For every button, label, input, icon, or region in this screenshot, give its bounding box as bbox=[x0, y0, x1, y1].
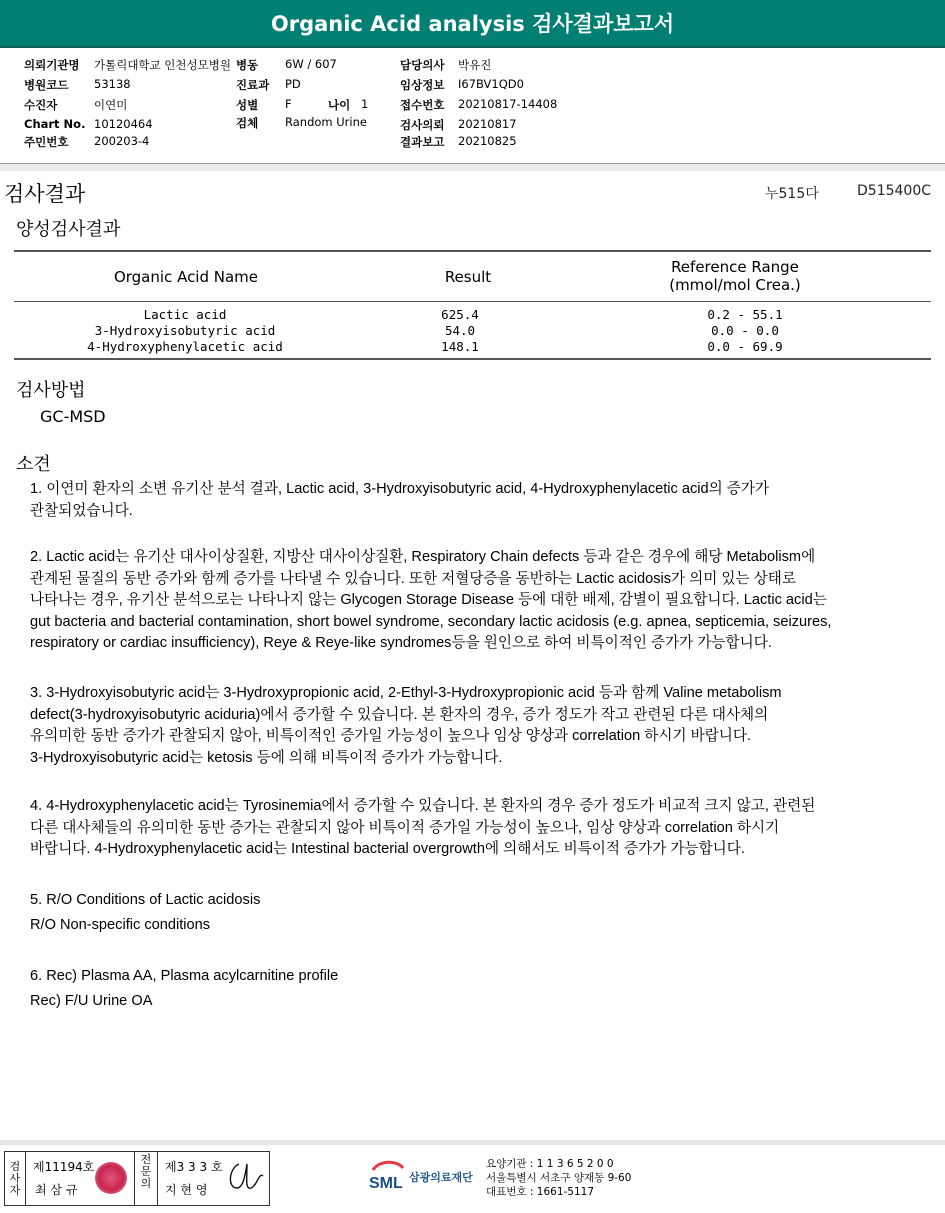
finding-line: 5. R/O Conditions of Lactic acidosis bbox=[30, 892, 261, 908]
tester-license-no: 제11194호 bbox=[33, 1160, 95, 1174]
report-header bbox=[0, 0, 945, 48]
finding-line: gut bacteria and bacterial contamination, short bowel syndrome, secondary lactic acidosis (e.g. apnea, septicemia, seizures, bbox=[30, 613, 832, 630]
sml-logo-icon bbox=[367, 1156, 407, 1196]
expert-name: 지 현 영 bbox=[165, 1183, 208, 1197]
ward-label: 병동 bbox=[236, 58, 259, 72]
finding-line: 6. Rec) Plasma AA, Plasma acylcarnitine profile bbox=[30, 968, 339, 984]
signature-box bbox=[4, 1151, 270, 1206]
expert-license-no: 제3 3 3 호 bbox=[165, 1160, 223, 1174]
report-date-label: 결과보고 bbox=[400, 135, 445, 149]
seal-stamp-icon bbox=[95, 1162, 127, 1194]
acid-result: 54.0 bbox=[444, 323, 476, 338]
table-top-border bbox=[14, 250, 931, 252]
finding-1 bbox=[30, 479, 935, 522]
sml-logo-text: SML bbox=[369, 1175, 403, 1192]
finding-6 bbox=[30, 964, 935, 1014]
report-footer bbox=[0, 1140, 945, 1213]
specimen-label: 검체 bbox=[236, 116, 259, 130]
tester-vertical-label bbox=[5, 1152, 26, 1205]
age-label: 나이 bbox=[328, 98, 351, 112]
finding-line: 유의미한 동반 증가가 관찰되지 않아, 비특이적인 증가일 가능성이 높으나 임상 양상과 correlation 하시기 바랍니다. bbox=[30, 728, 752, 744]
acid-reference: 0.0 - 69.9 bbox=[707, 339, 783, 354]
expert-vertical-label bbox=[135, 1152, 158, 1205]
finding-line: 관계된 물질의 동반 증가와 함께 증가를 나타낼 수 있습니다. 또한 저혈당증을 동반하는 Lactic acidosis가 의미 있는 상태로 bbox=[30, 570, 796, 587]
specimen-value: Random Urine bbox=[285, 115, 367, 129]
sex-label: 성별 bbox=[236, 98, 259, 112]
finding-4 bbox=[30, 796, 935, 861]
finding-line: respiratory or cardiac insufficiency), Reye & Reye-like syndromes등을 원인으로 하여 비특이적인 증가가 가능합니다. bbox=[30, 635, 772, 651]
vertical-char: 전 bbox=[140, 1153, 152, 1166]
finding-line: 다른 대사체들의 유의미한 동반 증가는 관찰되지 않아 비특이적 증가일 가능성이 높으나, 임상 양상과 correlation 하시기 bbox=[30, 819, 780, 836]
method-value: GC-MSD bbox=[40, 407, 106, 426]
clinical-value: I67BV1QD0 bbox=[458, 77, 524, 91]
doctor-label: 담당의사 bbox=[400, 58, 445, 72]
acid-result: 148.1 bbox=[441, 339, 479, 354]
finding-2 bbox=[30, 547, 935, 655]
institution-value: 가톨릭대학교 인천성모병원 bbox=[94, 58, 231, 72]
report-date-value: 20210825 bbox=[458, 134, 517, 148]
code-1: 누515다 bbox=[765, 186, 819, 202]
finding-line: defect(3-hydroxyisobutyric aciduria)에서 증가할 수 있습니다. 본 환자의 경우, 증가 정도가 작고 관련된 다른 대사체의 bbox=[30, 706, 769, 723]
finding-5 bbox=[30, 888, 935, 938]
footer-band bbox=[0, 1140, 945, 1145]
institution-label: 의뢰기관명 bbox=[24, 58, 80, 72]
table-bottom-border bbox=[14, 358, 931, 360]
acid-result: 625.4 bbox=[441, 307, 479, 322]
results-title: 검사결과 bbox=[4, 182, 86, 206]
vertical-char: 자 bbox=[9, 1184, 21, 1197]
id-label: 주민번호 bbox=[24, 135, 69, 149]
acid-name: 3-Hydroxyisobutyric acid bbox=[94, 323, 276, 338]
sex-value: F bbox=[285, 97, 292, 111]
org-name: 삼광의료재단 bbox=[409, 1171, 473, 1184]
finding-line: 3-Hydroxyisobutyric acid는 ketosis 등에 의해 비특이적 증가가 가능합니다. bbox=[30, 749, 503, 766]
table-header-border bbox=[14, 301, 931, 302]
acid-name: 4-Hydroxyphenylacetic acid bbox=[87, 339, 283, 354]
finding-line: 1. 이연미 환자의 소변 유기산 분석 결과, Lactic acid, 3-Hydroxyisobutyric acid, 4-Hydroxyphenylacetic acid의 증가가 bbox=[30, 481, 770, 497]
clinical-label: 임상정보 bbox=[400, 78, 445, 92]
col-organic-acid-name: Organic Acid Name bbox=[113, 268, 259, 286]
finding-line: 바랍니다. 4-Hydroxyphenylacetic acid는 Intestinal bacterial overgrowth에 의해서도 비특이적 증가가 가능합니다. bbox=[30, 841, 745, 857]
request-label: 검사의뢰 bbox=[400, 118, 445, 132]
acid-reference: 0.2 - 55.1 bbox=[707, 307, 783, 322]
org-address: 서울특별시 서초구 양재동 9-60 bbox=[486, 1172, 632, 1184]
dept-value: PD bbox=[285, 77, 301, 91]
chart-value: 10120464 bbox=[94, 117, 153, 131]
signature-icon bbox=[223, 1158, 267, 1196]
finding-line: 나타나는 경우, 유기산 분석으로는 나타나지 않는 Glycogen Storage Disease 등에 대한 배제, 감별이 필요합니다. Lactic acid는 bbox=[30, 592, 827, 608]
acid-reference: 0.0 - 0.0 bbox=[711, 323, 779, 338]
receipt-label: 접수번호 bbox=[400, 98, 445, 112]
care-institution-no: 요양기관 : 1 1 3 6 5 2 0 0 bbox=[486, 1158, 614, 1170]
finding-line: 관찰되었습니다. bbox=[30, 502, 133, 519]
col-reference-range bbox=[620, 258, 850, 294]
chart-label: Chart No. bbox=[24, 117, 86, 131]
col-result: Result bbox=[444, 268, 492, 286]
ref-range-label: Reference Range bbox=[671, 258, 799, 276]
vertical-char: 검 bbox=[9, 1160, 21, 1173]
ref-range-unit: (mmol/mol Crea.) bbox=[669, 276, 801, 294]
finding-line: R/O Non-specific conditions bbox=[30, 917, 211, 933]
vertical-char: 사 bbox=[9, 1172, 21, 1185]
code-2: D515400C bbox=[857, 183, 931, 199]
doctor-value: 박유진 bbox=[458, 58, 492, 72]
report-title: Organic Acid analysis 검사결과보고서 bbox=[270, 12, 675, 36]
finding-line: 4. 4-Hydroxyphenylacetic acid는 Tyrosinemia에서 증가할 수 있습니다. 본 환자의 경우 증가 정도가 비교적 크지 않고, 관련된 bbox=[30, 798, 816, 814]
positive-results-title: 양성검사결과 bbox=[16, 219, 121, 240]
org-phone: 대표번호 : 1661-5117 bbox=[486, 1186, 595, 1198]
patient-label: 수진자 bbox=[24, 98, 58, 112]
receipt-value: 20210817-14408 bbox=[458, 97, 558, 111]
dept-label: 진료과 bbox=[236, 78, 270, 92]
ward-value: 6W / 607 bbox=[285, 57, 337, 71]
id-value: 200203-4 bbox=[94, 134, 150, 148]
hospital-code-label: 병원코드 bbox=[24, 78, 69, 92]
finding-line: Rec) F/U Urine OA bbox=[30, 993, 153, 1009]
tester-name: 최 삼 규 bbox=[35, 1183, 78, 1197]
method-title: 검사방법 bbox=[16, 380, 86, 401]
hospital-code-value: 53138 bbox=[94, 77, 131, 91]
acid-name: Lactic acid bbox=[143, 307, 227, 322]
finding-line: 2. Lactic acid는 유기산 대사이상질환, 지방산 대사이상질환, Respiratory Chain defects 등과 같은 경우에 해당 Metabolism에 bbox=[30, 549, 816, 565]
findings-title: 소견 bbox=[16, 454, 51, 475]
finding-3 bbox=[30, 683, 935, 769]
patient-info bbox=[0, 52, 945, 162]
divider-band bbox=[0, 164, 945, 171]
request-value: 20210817 bbox=[458, 117, 517, 131]
vertical-char: 의 bbox=[140, 1177, 152, 1190]
patient-value: 이연미 bbox=[94, 98, 128, 112]
vertical-char: 문 bbox=[140, 1165, 152, 1178]
finding-line: 3. 3-Hydroxyisobutyric acid는 3-Hydroxypropionic acid, 2-Ethyl-3-Hydroxypropionic acid 등과 함께 Valine metabolism bbox=[30, 685, 782, 701]
age-value: 1 bbox=[361, 97, 369, 111]
